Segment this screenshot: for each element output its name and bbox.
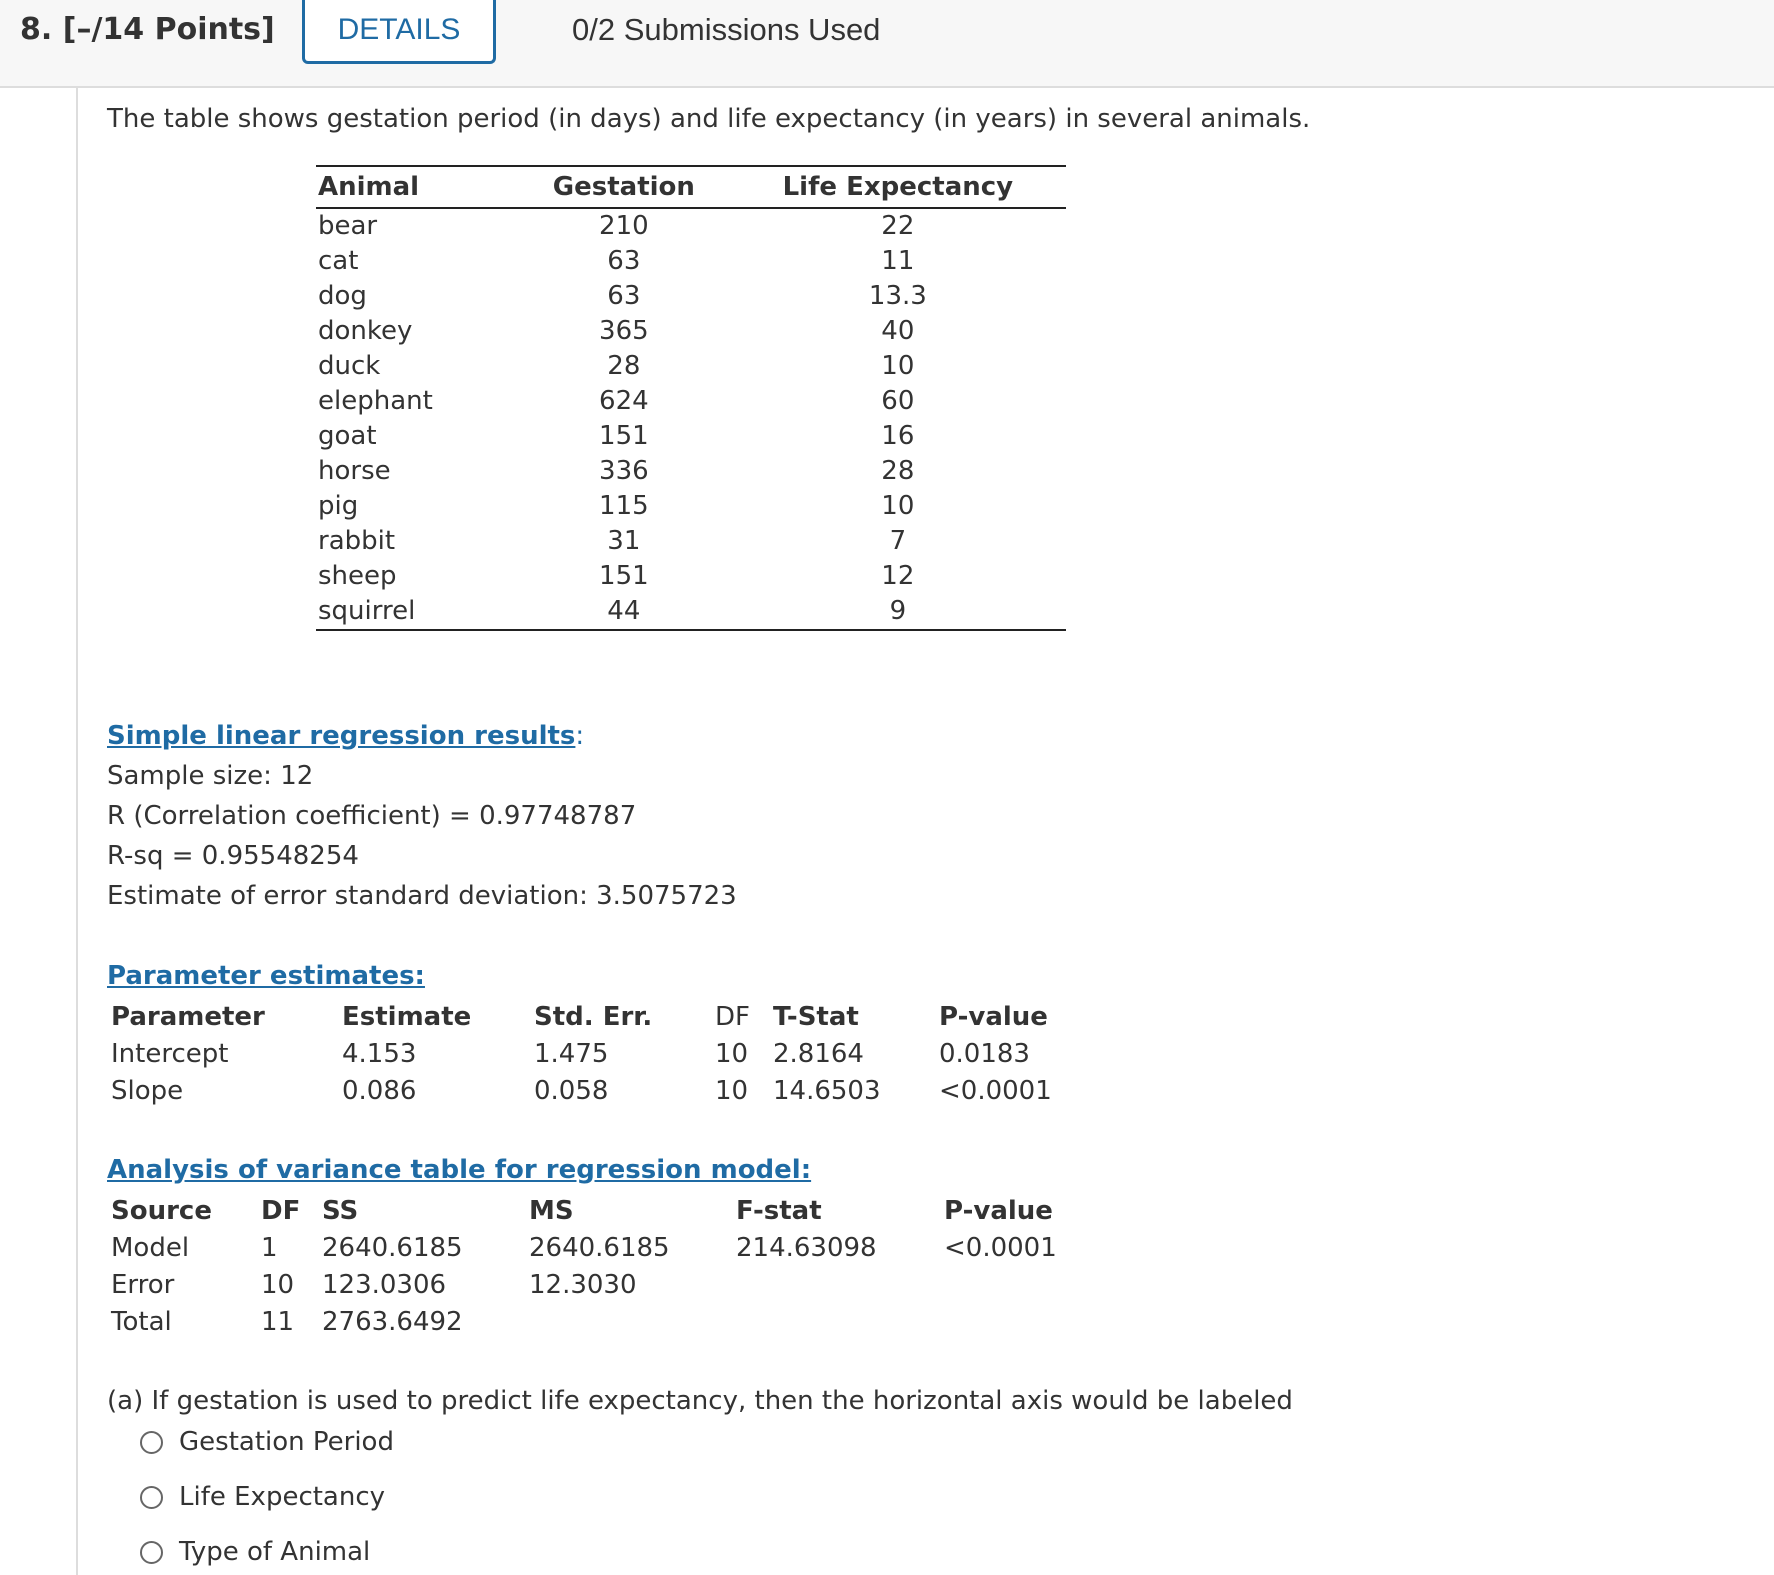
column-header-parameter: Parameter	[111, 1001, 265, 1032]
table-row	[111, 1072, 1059, 1109]
table-cell: cat	[318, 246, 359, 276]
table-cell: 11	[881, 246, 915, 276]
table-cell: 365	[599, 316, 649, 346]
column-header-ss: SS	[322, 1195, 359, 1226]
table-cell: 14.6503	[773, 1075, 881, 1106]
table-cell: 16	[881, 421, 915, 451]
table-cell: 10	[715, 1038, 749, 1069]
column-header-df: DF	[715, 1001, 750, 1032]
question-number: 8.	[20, 12, 53, 47]
table-cell	[944, 1266, 1064, 1303]
column-header-df: DF	[261, 1195, 301, 1226]
details-button[interactable]: DETAILS	[302, 0, 496, 64]
table-cell: 0.086	[342, 1075, 417, 1106]
table-cell: 4.153	[342, 1038, 417, 1069]
correlation-coefficient: R (Correlation coefficient) = 0.97748787	[107, 801, 637, 831]
content-left-border	[76, 88, 78, 1575]
column-header-estimate: Estimate	[342, 1001, 472, 1032]
table-cell: 2.8164	[773, 1038, 864, 1069]
table-cell: 2763.6492	[322, 1306, 463, 1337]
radio-label: Gestation Period	[179, 1427, 394, 1457]
column-header-source: Source	[111, 1195, 212, 1226]
table-cell: rabbit	[318, 526, 396, 556]
table-row	[316, 524, 1066, 559]
table-cell: 7	[889, 526, 907, 556]
table-cell: sheep	[318, 561, 397, 591]
table-cell: 1	[261, 1232, 278, 1263]
table-cell: 63	[607, 281, 641, 311]
column-header-f-stat: F-stat	[736, 1195, 822, 1226]
radio-option-type-of-animal[interactable]	[140, 1532, 370, 1572]
table-cell: 31	[607, 526, 641, 556]
table-cell: 22	[881, 211, 915, 241]
question-a-prompt: (a) If gestation is used to predict life expectancy, then the horizontal axis would be labeled	[107, 1386, 1293, 1416]
table-cell: bear	[318, 211, 378, 241]
table-cell: 2640.6185	[529, 1232, 670, 1263]
table-row	[316, 559, 1066, 594]
column-header-p-value: P-value	[944, 1195, 1053, 1226]
question-title	[20, 8, 275, 52]
sample-size: Sample size: 12	[107, 761, 314, 791]
submissions-status: 0/2 Submissions Used	[572, 12, 881, 47]
table-cell: 9	[889, 596, 907, 626]
table-cell: 214.63098	[736, 1232, 877, 1263]
table-cell: 10	[881, 491, 915, 521]
table-cell: 123.0306	[322, 1269, 447, 1300]
table-row	[111, 1266, 1064, 1303]
table-cell: goat	[318, 421, 377, 451]
table-cell: 40	[881, 316, 915, 346]
table-row	[316, 349, 1066, 384]
table-cell: 1.475	[534, 1038, 609, 1069]
radio-button[interactable]	[140, 1486, 163, 1509]
column-header-gestation: Gestation	[518, 166, 728, 208]
table-cell: 151	[599, 561, 649, 591]
column-header-t-stat: T-Stat	[773, 1001, 859, 1032]
anova-table	[111, 1192, 1064, 1340]
table-cell: 210	[599, 211, 649, 241]
radio-option-gestation-period[interactable]	[140, 1422, 394, 1462]
table-row	[316, 314, 1066, 349]
anova-table-link[interactable]: Analysis of variance table for regression model:	[107, 1155, 812, 1185]
table-cell: 0.0183	[939, 1038, 1030, 1069]
table-cell: Total	[111, 1306, 172, 1337]
table-cell: <0.0001	[939, 1075, 1052, 1106]
table-cell: dog	[318, 281, 367, 311]
table-header-row	[111, 1192, 1064, 1229]
table-row	[316, 594, 1066, 630]
table-cell: 151	[599, 421, 649, 451]
error-standard-deviation: Estimate of error standard deviation: 3.5075723	[107, 881, 737, 911]
column-header-ms: MS	[529, 1195, 574, 1226]
table-row	[111, 1229, 1064, 1266]
regression-heading-line	[107, 718, 584, 754]
question-header	[0, 0, 1774, 88]
table-row	[111, 1303, 1064, 1340]
table-cell: donkey	[318, 316, 413, 346]
table-row	[316, 279, 1066, 314]
table-row	[316, 489, 1066, 524]
table-cell: 10	[261, 1269, 295, 1300]
table-cell: 115	[599, 491, 649, 521]
table-row	[111, 1035, 1059, 1072]
intro-text: The table shows gestation period (in days) and life expectancy (in years) in several animals.	[107, 104, 1311, 134]
animal-data-table	[316, 165, 1066, 631]
table-cell: 11	[261, 1306, 295, 1337]
points-label: [–/14 Points]	[62, 12, 275, 47]
table-cell	[736, 1266, 944, 1303]
table-cell: Slope	[111, 1075, 184, 1106]
table-cell: Error	[111, 1269, 175, 1300]
table-cell: Model	[111, 1232, 190, 1263]
table-cell: 10	[715, 1075, 749, 1106]
table-row	[316, 244, 1066, 279]
table-cell: pig	[318, 491, 359, 521]
table-row	[316, 384, 1066, 419]
parameter-estimates-link[interactable]: Parameter estimates:	[107, 961, 425, 991]
table-cell: duck	[318, 351, 381, 381]
table-cell: 28	[881, 456, 915, 486]
table-row	[316, 208, 1066, 244]
table-cell	[529, 1303, 736, 1340]
table-cell: <0.0001	[944, 1232, 1057, 1263]
regression-heading-colon: :	[575, 721, 585, 751]
table-cell: 13.3	[868, 281, 927, 311]
table-cell: 336	[599, 456, 649, 486]
table-cell	[736, 1303, 944, 1340]
table-header-row	[316, 166, 1066, 208]
table-row	[316, 454, 1066, 489]
column-header-std-err: Std. Err.	[534, 1001, 653, 1032]
table-cell	[944, 1303, 1064, 1340]
table-cell: elephant	[318, 386, 433, 416]
table-cell: 0.058	[534, 1075, 609, 1106]
table-cell: Intercept	[111, 1038, 229, 1069]
regression-results-link[interactable]: Simple linear regression results	[107, 721, 576, 751]
table-cell: 10	[881, 351, 915, 381]
table-cell: squirrel	[318, 596, 416, 626]
parameter-estimates-table	[111, 998, 1059, 1109]
table-cell: horse	[318, 456, 391, 486]
r-squared: R-sq = 0.95548254	[107, 841, 359, 871]
table-cell: 60	[881, 386, 915, 416]
table-cell: 28	[607, 351, 641, 381]
table-header-row	[111, 998, 1059, 1035]
radio-label: Type of Animal	[179, 1537, 371, 1567]
radio-button[interactable]	[140, 1541, 163, 1564]
table-cell: 12	[881, 561, 915, 591]
table-cell: 44	[607, 596, 641, 626]
column-header-animal: Animal	[316, 166, 518, 208]
column-header-p-value: P-value	[939, 1001, 1048, 1032]
radio-option-life-expectancy[interactable]	[140, 1477, 385, 1517]
radio-label: Life Expectancy	[179, 1482, 386, 1512]
table-row	[316, 419, 1066, 454]
table-cell: 63	[607, 246, 641, 276]
radio-button[interactable]	[140, 1431, 163, 1454]
table-cell: 2640.6185	[322, 1232, 463, 1263]
table-cell: 12.3030	[529, 1269, 637, 1300]
table-cell: 624	[599, 386, 649, 416]
column-header-life-expectancy: Life Expectancy	[728, 166, 1066, 208]
